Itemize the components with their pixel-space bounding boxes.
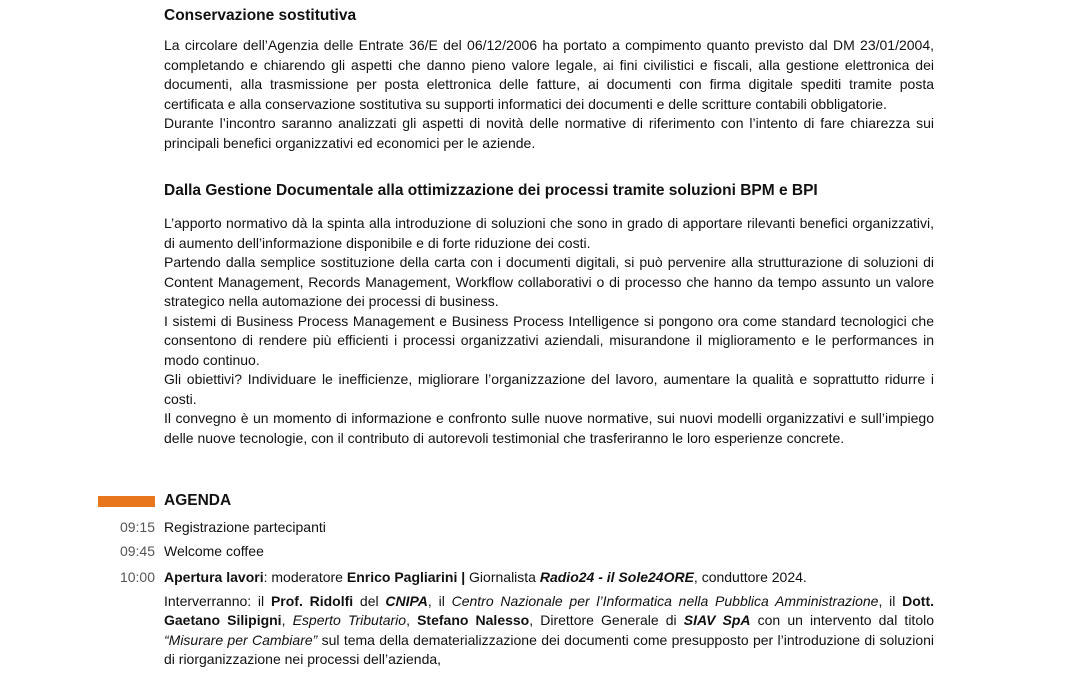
agenda-time: 10:00 [119,569,155,585]
org-name: SIAV SpA [683,612,751,628]
agenda-text: Welcome coffee [164,543,264,559]
agenda-time: 09:15 [119,519,155,535]
agenda-text-block [164,568,934,670]
agenda-opening-line [164,568,934,588]
paragraph: Il convegno è un momento di informazione e confronto sulle nuove normative, sui nuovi modelli organizzativi e sull’impiego delle nuove tecnologie, con il contributo di autorevoli testimonial che trasferiranno le loro esperienze concrete. [164,410,934,446]
speaker-name: Dott. Gaetano Silipigni [164,592,935,628]
speaker-role: Esperto Tributario [292,612,407,628]
org-description: Centro Nazionale per l’Informatica nella Pubblica Amministrazione [451,592,879,609]
agenda-accent-bar [98,496,155,507]
text-run: del [353,592,386,609]
text-run: , [281,612,293,628]
paragraph: La circolare dell’Agenzia delle Entrate 36/E del 06/12/2006 ha portato a compimento quanto previsto dal DM 23/01/2004, completando e chiarendo gli aspetti che danno pieno valore legale, ai fini civilistici e fiscali, alla gestione elettronica dei documenti, alla trasmissione per posta elettronica delle fatture, ai documenti con firma digitale spediti tramite posta certificata e alla conservazione sostitutiva su supporti informatici dei documenti e delle scritture contabili obbligatorie. [164,37,934,112]
text-run: , il [878,592,903,609]
paragraph: Partendo dalla semplice sostituzione della carta con i documenti digitali, si può pervenire alla strutturazione di soluzioni di Content Management, Records Management, Workflow collaborativi o di processo che hanno da tempo assunto un valore strategico nella automazione dei processi di business. [164,254,934,309]
section-conservazione [164,6,934,153]
text-run: , [406,612,418,628]
media-name: Radio24 - il Sole24ORE [539,569,694,585]
paragraph: Gli obiettivi? Individuare le inefficienze, migliorare l’organizzazione del lavoro, aumentare la qualità e soprattutto ridurre i costi. [164,371,934,407]
section-heading: Conservazione sostitutiva [164,7,357,24]
text-run: , conduttore 2024. [693,569,807,585]
text-run: , Direttore Generale di [529,612,684,628]
speaker-name: Stefano Nalesso [417,612,530,628]
agenda-title: AGENDA [164,492,232,509]
text-run: Giornalista [465,569,540,585]
org-name: CNIPA [385,592,428,609]
agenda-time: 09:45 [119,543,155,559]
agenda-text: Registrazione partecipanti [164,519,326,535]
moderator-name: Enrico Pagliarini | [346,569,466,585]
text-run: con un intervento dal titolo [750,612,934,628]
speaker-name: Prof. Ridolfi [270,592,354,609]
text-run: : moderatore [263,569,347,585]
opening-label: Apertura lavori [164,569,264,585]
agenda-speakers-paragraph [164,592,934,670]
text-run: , il [427,592,452,609]
section-heading: Dalla Gestione Documentale alla ottimizzazione dei processi tramite soluzioni BPM e BPI [164,182,818,199]
paragraph: I sistemi di Business Process Management e Business Process Intelligence si pongono ora come standard tecnologici che consentono di rendere più efficienti i processi organizzativi aziendali, misurandone il miglioramento e le performances in modo continuo. [164,312,934,368]
section-gestione-documentale [164,181,934,448]
talk-title: “Misurare per Cambiare” [164,631,318,648]
text-run: Interverranno: il [164,592,271,609]
paragraph: L’apporto normativo dà la spinta alla introduzione di soluzioni che sono in grado di apportare rilevanti benefici organizzativi, di aumento dell’informazione disponibile e di forte riduzione dei costi. [164,215,934,251]
paragraph: Durante l’incontro saranno analizzati gli aspetti di novità delle normative di riferimento con l’intento di fare chiarezza sui principali benefici organizzativi ed economici per le aziende. [164,115,934,151]
text-run: sul tema della dematerializzazione dei documenti come presupposto per l’introduzione di soluzioni di riorganizzazione nei processi dell’azienda, [164,631,934,667]
